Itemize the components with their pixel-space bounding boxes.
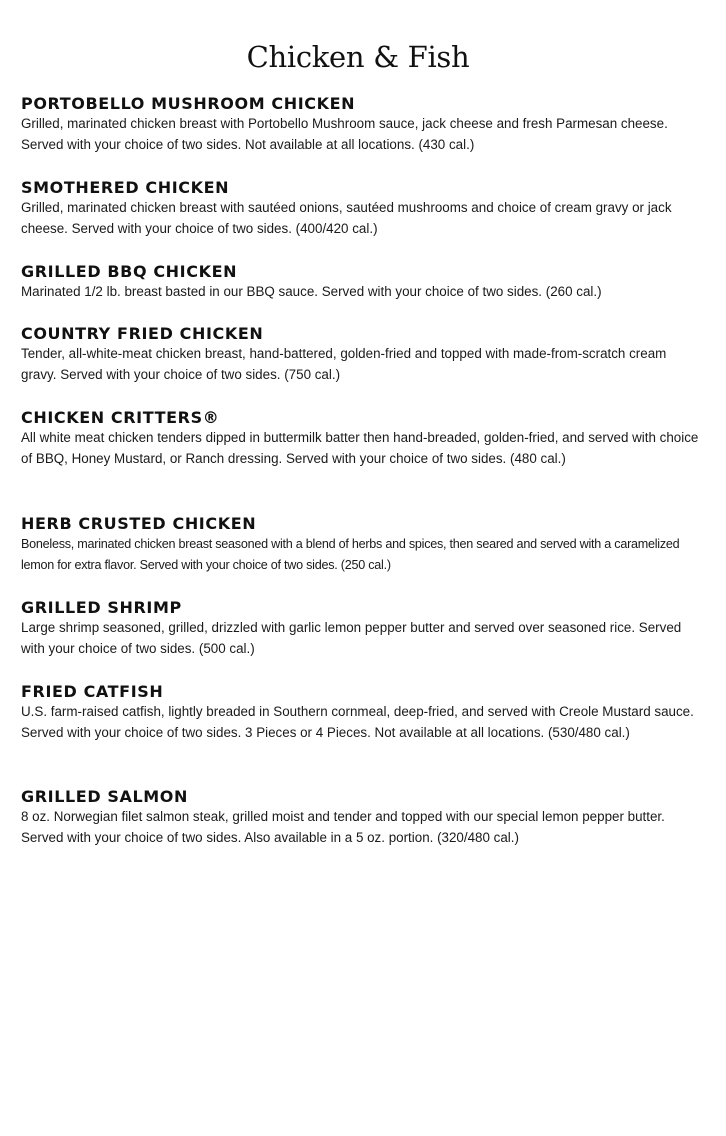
menu-item-country-fried-chicken [21,324,701,385]
menu-item-description: U.S. farm-raised catfish, lightly breaded in Southern cornmeal, deep-fried, and served with Creole Mustard sauce. Served with your choice of two sides. 3 Pieces or 4 Pieces. Not available at all locations. (530/480 cal.) [21,704,694,740]
menu-item-description: Grilled, marinated chicken breast with Portobello Mushroom sauce, jack cheese and fresh Parmesan cheese. Served with your choice of two sides. Not available at all locations. (430 cal.) [21,116,668,152]
menu-item-description: Boneless, marinated chicken breast seasoned with a blend of herbs and spices, then seared and served with a caramelized lemon for extra flavor. Served with your choice of two sides. (250 cal.) [21,537,680,572]
menu-item-name: FRIED CATFISH [21,682,164,701]
menu-item-description: Grilled, marinated chicken breast with sautéed onions, sautéed mushrooms and choice of cream gravy or jack cheese. Served with your choice of two sides. (400/420 cal.) [21,200,672,236]
menu-item-name: PORTOBELLO MUSHROOM CHICKEN [21,94,356,113]
menu-item-chicken-critters [21,408,701,469]
menu-item-herb-crusted-chicken [21,514,701,575]
menu-item-description: Tender, all-white-meat chicken breast, hand-battered, golden-fried and topped with made-from-scratch cream gravy. Served with your choice of two sides. (750 cal.) [21,346,667,382]
page-title: Chicken & Fish [246,40,470,74]
menu-item-name: GRILLED SALMON [21,787,188,806]
menu-item-description: Large shrimp seasoned, grilled, drizzled with garlic lemon pepper butter and served over seasoned rice. Served with your choice of two sides. (500 cal.) [21,620,682,656]
menu-item-description: Marinated 1/2 lb. breast basted in our BBQ sauce. Served with your choice of two sides. (260 cal.) [21,284,602,299]
menu-item-grilled-shrimp [21,598,701,659]
menu-item-name: CHICKEN CRITTERS® [21,408,220,427]
menu-item-name: HERB CRUSTED CHICKEN [21,514,257,533]
menu-item-grilled-salmon [21,787,701,848]
menu-item-name: GRILLED SHRIMP [21,598,182,617]
menu-item-grilled-bbq-chicken [21,262,701,303]
menu-item-name: GRILLED BBQ CHICKEN [21,262,238,281]
menu-item-name: SMOTHERED CHICKEN [21,178,230,197]
menu-item-smothered-chicken [21,178,701,239]
menu-item-description: 8 oz. Norwegian filet salmon steak, grilled moist and tender and topped with our special lemon pepper butter. Served with your choice of two sides. Also available in a 5 oz. portion. (320/480 cal.) [21,809,665,845]
menu-item-description: All white meat chicken tenders dipped in buttermilk batter then hand-breaded, golden-fried, and served with choice of BBQ, Honey Mustard, or Ranch dressing. Served with your choice of two sides. (480 cal.) [21,430,699,466]
menu-item-name: COUNTRY FRIED CHICKEN [21,324,264,343]
menu-item-fried-catfish [21,682,701,743]
menu-item-portobello-mushroom-chicken [21,94,701,155]
